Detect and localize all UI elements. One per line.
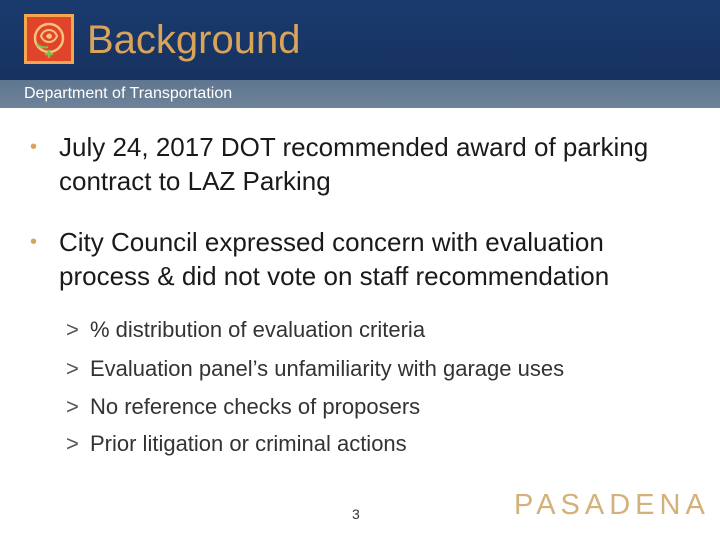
sub-bullet-item <box>66 315 425 345</box>
bullet-marker: • <box>30 231 38 253</box>
department-subtitle: Department of Transportation <box>24 85 233 102</box>
slide-title: Background <box>87 18 301 62</box>
sub-bullet-marker: > <box>66 317 79 342</box>
bullet-marker: • <box>30 136 38 158</box>
sub-bullet-item <box>66 392 420 422</box>
sub-bullet-marker: > <box>66 356 79 381</box>
sub-bullet-text: No reference checks of proposers <box>90 394 421 419</box>
bullet-text: July 24, 2017 DOT recommended award of parking contract to LAZ Parking <box>59 132 649 196</box>
sub-bullet-marker: > <box>66 394 79 419</box>
sub-bullet-text: Prior litigation or criminal actions <box>90 431 407 456</box>
pasadena-wordmark: PASADENA <box>514 489 710 521</box>
bullet-item <box>30 225 702 293</box>
bullet-item <box>30 130 702 198</box>
rose-logo-icon <box>24 14 74 64</box>
page-number: 3 <box>352 506 360 522</box>
sub-bullet-marker: > <box>66 431 79 456</box>
sub-bullet-text: Evaluation panel’s unfamiliarity with garage uses <box>90 356 565 381</box>
sub-bullet-item <box>66 429 407 459</box>
sub-bullet-text: % distribution of evaluation criteria <box>90 317 426 342</box>
sub-bullet-item <box>66 354 564 384</box>
bullet-text: City Council expressed concern with evaluation process & did not vote on staff recommendation <box>59 227 610 291</box>
